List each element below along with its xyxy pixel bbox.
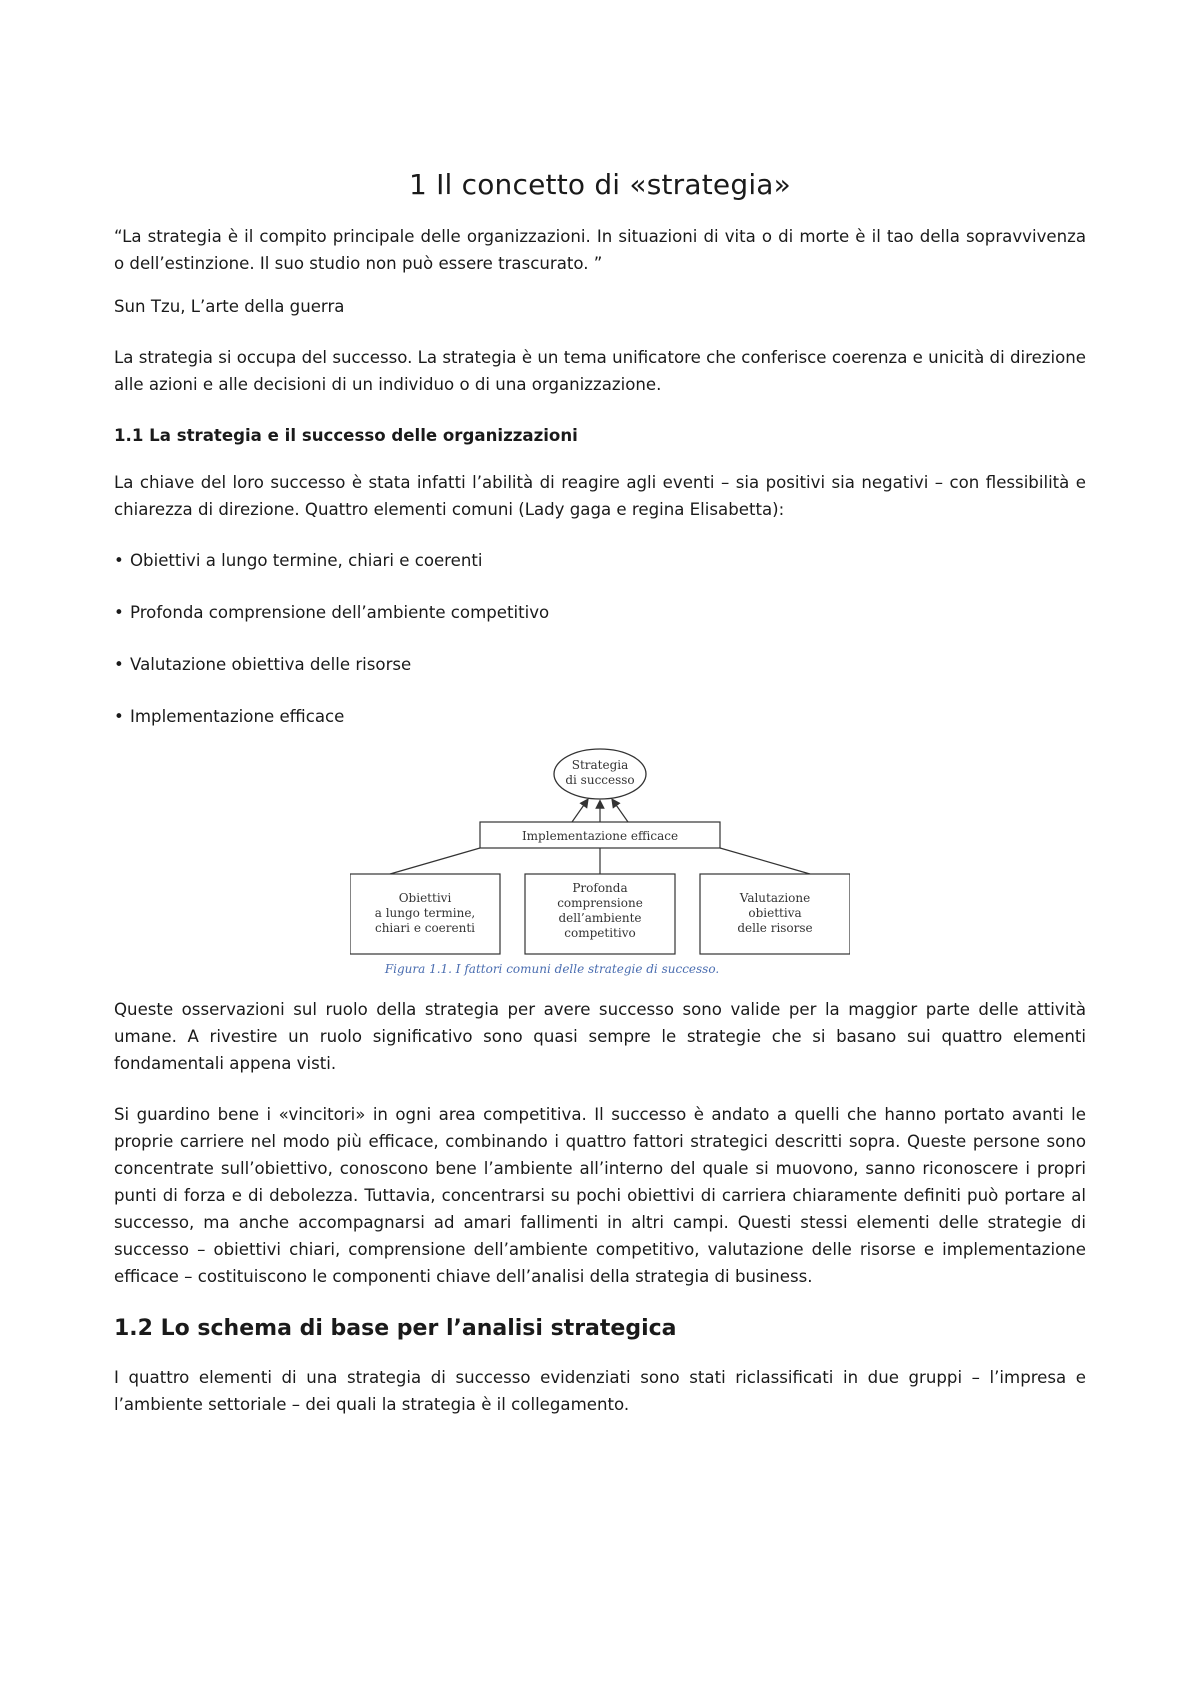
connector-right: [720, 848, 810, 874]
bullet-text: Valutazione obiettiva delle risorse: [130, 655, 412, 674]
box-line: Profonda: [572, 881, 628, 895]
section-heading-1-2: 1.2 Lo schema di base per l’analisi strategica: [114, 1316, 677, 1341]
section-1-1-paragraph: La chiave del loro successo è stata infatti l’abilità di reagire agli eventi – sia positivi sia negativi – con flessibilità e chiarezza di direzione. Quattro elementi comuni (Lady gaga e regina Elisabetta):: [114, 473, 1086, 519]
box-line: Obiettivi: [398, 891, 452, 905]
bullet-dot: •: [114, 603, 124, 622]
intro-paragraph: La strategia si occupa del successo. La strategia è un tema unificatore che conferisce coerenza e unicità di direzione alle azioni e alle decisioni di un individuo o di una organizzazione.: [114, 348, 1086, 394]
box-line: comprensione: [557, 896, 643, 910]
quote-source: Sun Tzu, L’arte della guerra: [114, 297, 345, 316]
strategy-diagram: [350, 744, 850, 962]
bullet-dot: •: [114, 551, 124, 570]
quote: “La strategia è il compito principale delle organizzazioni. In situazioni di vita o di morte è il tao della sopravvivenza o dell’estinzione. Il suo studio non può essere trascurato. ”: [114, 227, 1086, 273]
ellipse-line: di successo: [565, 773, 635, 787]
arrow-left: [572, 802, 586, 822]
bullet-text: Profonda comprensione dell’ambiente competitivo: [130, 603, 550, 622]
box-line: Valutazione: [739, 891, 811, 905]
box-line: a lungo termine,: [374, 906, 476, 920]
box-line: competitivo: [564, 926, 636, 940]
box-line: obiettiva: [748, 906, 802, 920]
bullet-item: [114, 651, 1086, 678]
bullet-dot: •: [114, 655, 124, 674]
bullet-text: Implementazione efficace: [130, 707, 345, 726]
figure-caption: Figura 1.1. I fattori comuni delle strategie di successo.: [384, 962, 720, 976]
box-line: delle risorse: [737, 921, 813, 935]
body-paragraph: Si guardino bene i «vincitori» in ogni area competitiva. Il successo è andato a quelli che hanno portato avanti le proprie carriere nel modo più efficace, combinando i quattro fattori strategici descritti sopra. Queste persone sono concentrate sull’obiettivo, conoscono bene l’ambiente all’interno del quale si muovono, sanno riconoscere i propri punti di forza e di debolezza. Tuttavia, concentrarsi su pochi obiettivi di carriera chiaramente definiti può portare al successo, ma anche accompagnarsi ad amari fallimenti in altri campi. Questi stessi elementi delle strategie di successo – obiettivi chiari, comprensione dell’ambiente competitivo, valutazione delle risorse e implementazione efficace – costituiscono le componenti chiave dell’analisi della strategia di business.: [114, 1105, 1086, 1286]
bullet-item: [114, 599, 1086, 626]
box-implementation-label: Implementazione efficace: [521, 829, 679, 843]
body-paragraph: Queste osservazioni sul ruolo della strategia per avere successo sono valide per la maggior parte delle attività umane. A rivestire un ruolo significativo sono quasi sempre le strategie che si basano sui quattro elementi fondamentali appena visti.: [114, 1000, 1086, 1073]
bullet-text: Obiettivi a lungo termine, chiari e coerenti: [130, 551, 483, 570]
document-content: [114, 168, 1086, 1442]
section-1-2-paragraph: I quattro elementi di una strategia di successo evidenziati sono stati riclassificati in due gruppi – l’impresa e l’ambiente settoriale – dei quali la strategia è il collegamento.: [114, 1368, 1086, 1414]
bullet-item: [114, 547, 1086, 574]
arrow-right: [614, 802, 628, 822]
box-line: chiari e coerenti: [374, 921, 476, 935]
ellipse-line: Strategia: [571, 758, 629, 772]
section-heading-1-1: 1.1 La strategia e il successo delle organizzazioni: [114, 426, 578, 445]
figure-strategy-factors: [114, 744, 1086, 976]
bullet-item: [114, 703, 1086, 730]
page-title: 1 Il concetto di «strategia»: [408, 168, 791, 201]
box-line: dell’ambiente: [558, 911, 642, 925]
connector-left: [390, 848, 480, 874]
bullet-dot: •: [114, 707, 124, 726]
